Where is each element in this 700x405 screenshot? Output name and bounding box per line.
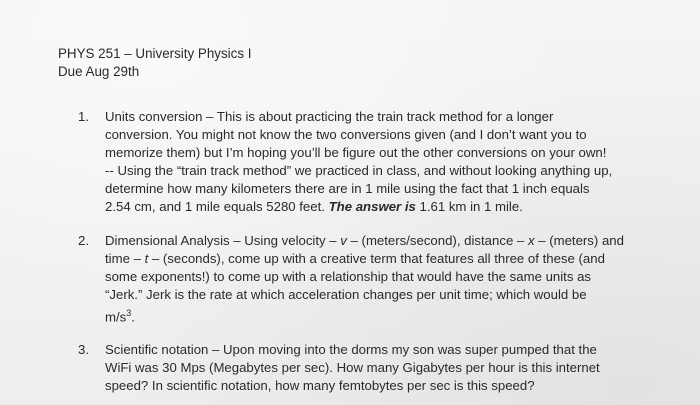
text-fragment: – (meters) and (534, 233, 624, 248)
answer-label: The answer is (328, 199, 416, 215)
text-line: determine how many kilometers there are in 1 mile using the fact that 1 inch equals (105, 181, 590, 197)
text-line (105, 198, 678, 216)
question-text (105, 232, 678, 327)
text-line (105, 250, 678, 268)
variable-x: x (527, 233, 535, 248)
question-2 (78, 232, 678, 327)
text-line: -- Using the “train track method” we practiced in class, and without looking anything up, (105, 163, 613, 179)
question-number: 2. (78, 233, 89, 248)
variable-t: t (144, 251, 149, 267)
question-number: 3. (78, 342, 89, 357)
text-fragment: . (131, 309, 135, 325)
text-line: speed? In scientific notation, how many femtobytes per sec is this speed? (105, 378, 535, 394)
question-1 (78, 108, 678, 217)
text-fragment: time – (105, 251, 145, 267)
text-line: Scientific notation – Upon moving into the dorms my son was super pumped that the (105, 342, 597, 357)
text-line: memorize them) but I’m hoping you’ll be figure out the other conversions on your own! (105, 145, 607, 161)
unit-exponent: 3 (126, 308, 132, 319)
text-line: “Jerk.” Jerk is the rate at which acceleration changes per unit time; which would be (105, 287, 587, 303)
text-line: WiFi was 30 Mps (Megabytes per sec). How many Gigabytes per hour is this internet (105, 360, 600, 376)
unit-base: m/s (105, 309, 127, 325)
question-number: 1. (78, 109, 89, 124)
text-line (105, 304, 678, 326)
question-text (105, 341, 678, 395)
text-line: conversion. You might not know the two conversions given (and I don’t want you to (105, 127, 587, 143)
text-fragment: – (meters/second), distance – (346, 233, 528, 248)
document-header (58, 45, 252, 81)
variable-v: v (340, 233, 347, 248)
question-text (105, 108, 678, 217)
text-fragment: – (seconds), come up with a creative term that features all three of these (and (148, 251, 605, 267)
text-line (105, 232, 678, 250)
course-title: PHYS 251 – University Physics I (58, 46, 252, 61)
due-date: Due Aug 29th (58, 64, 140, 79)
text-line: some exponents!) to come up with a relationship that would have the same units as (105, 269, 592, 285)
question-3 (78, 341, 678, 395)
answer-value: 1.61 km in 1 mile. (415, 199, 523, 215)
text-line: Units conversion – This is about practicing the train track method for a longer (105, 109, 554, 124)
text-fragment: Dimensional Analysis – Using velocity – (105, 233, 341, 248)
text-fragment: 2.54 cm, and 1 mile equals 5280 feet. (105, 199, 329, 215)
